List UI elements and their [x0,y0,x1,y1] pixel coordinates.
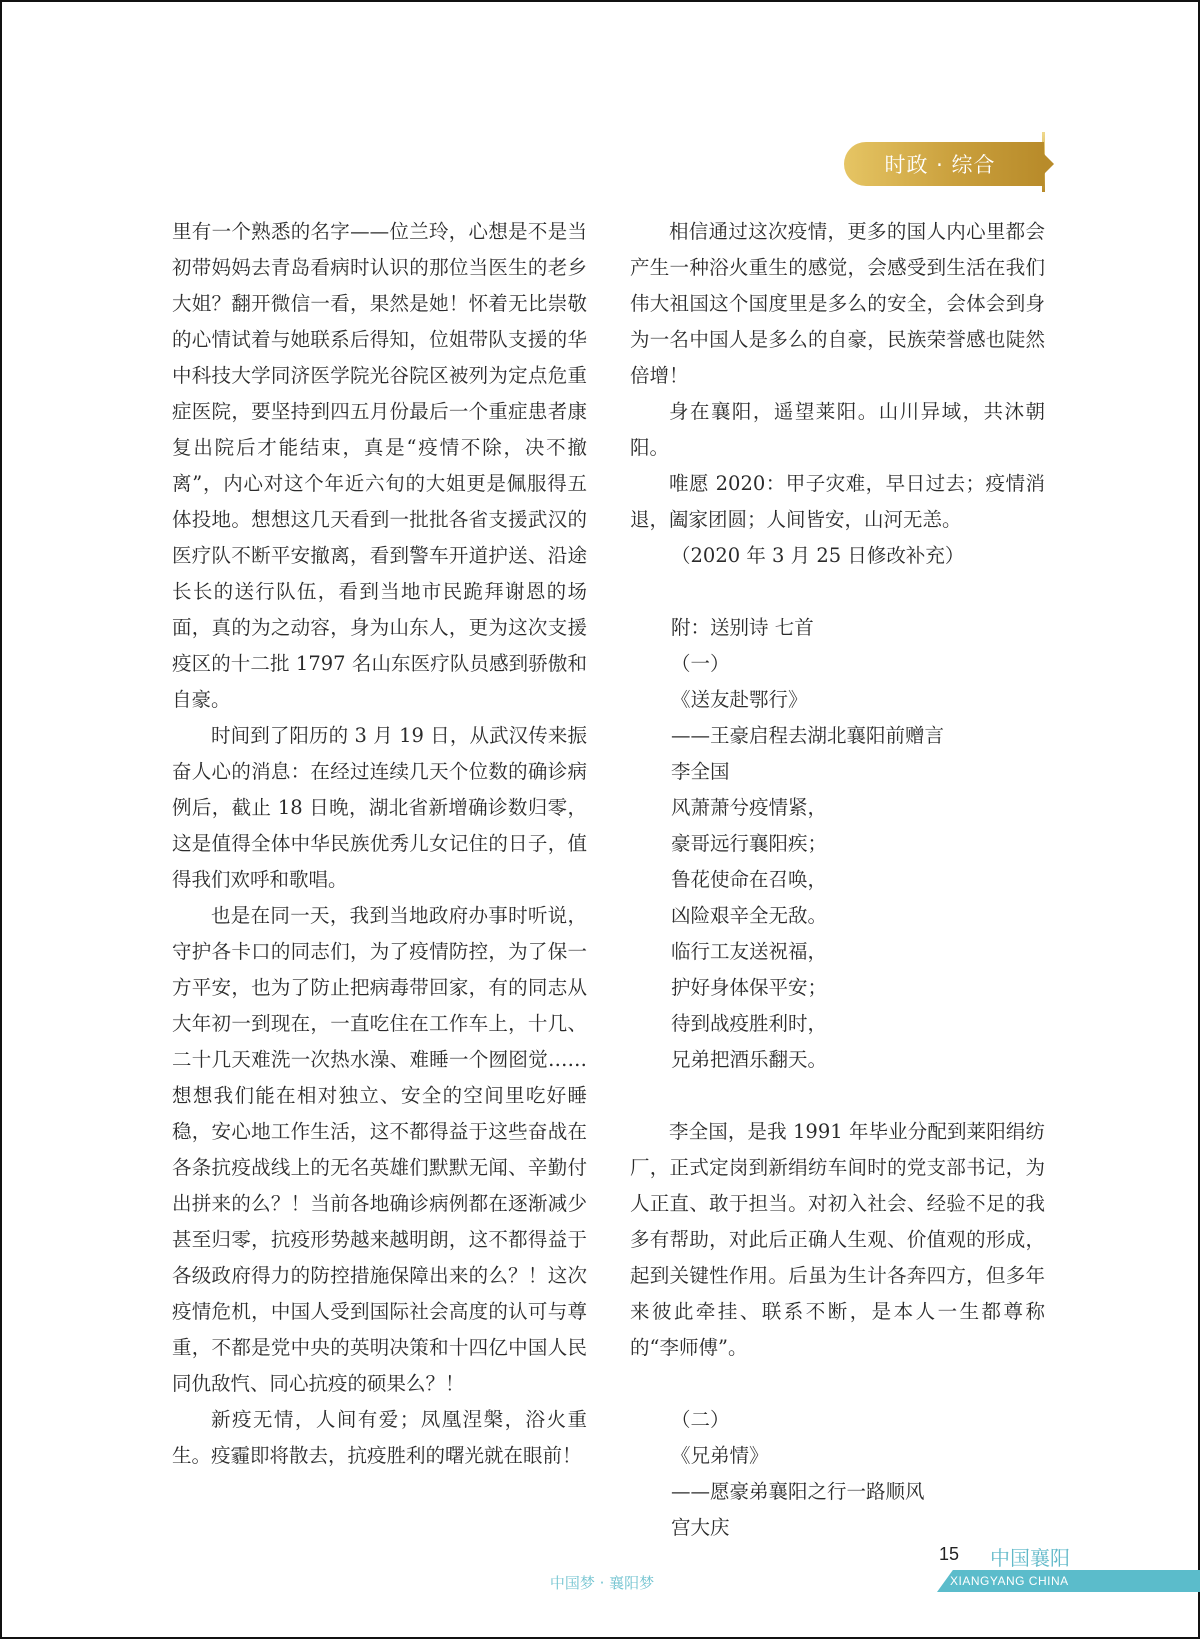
section-tab-label: 时政 · 综合 [844,142,1044,186]
poem-line: 临行工友送祝福， [671,940,828,963]
poem-line: 凶险艰辛全无敌。 [671,904,828,927]
poem-line: 鲁花使命在召唤， [671,868,828,891]
paragraph: 也是在同一天，我到当地政府办事时听说，守护各卡口的同志们，为了疫情防控，为了保一方平安，也为了防止把病毒带回家，有的同志从大年初一到现在，一直吃住在工作车上，十几、二十几天难洗一次热水澡、难睡一个囫囵觉……想想我们能在相对独立、安全的空间里吃好睡稳，安心地工作生活，这不都得益于这些奋战在各条抗疫战线上的无名英雄们默默无闻、辛勤付出拼来的么？！当前各地确诊病例都在逐渐减少甚至归零，抗疫形势越来越明朗，这不都得益于各级政府得力的防控措施保障出来的么？！这次疫情危机，中国人受到国际社会高度的认可与尊重，不都是党中央的英明决策和十四亿中国人民同仇敌忾、同心抗疫的硕果么？！ [172,904,587,1395]
paragraph: 相信通过这次疫情，更多的国人内心里都会产生一种浴火重生的感觉，会感受到生活在我们伟大祖国这个国度里是多么的安全，会体会到身为一名中国人是多么的自豪，民族荣誉感也陡然倍增！ [630,220,1045,387]
poem-line: 待到战疫胜利时， [671,1012,828,1035]
poem-title: 《送友赴鄂行》 [671,688,808,711]
poem-line: 豪哥远行襄阳疾； [671,832,828,855]
section-tab-notch [1044,154,1054,174]
date-note: （2020 年 3 月 25 日修改补充） [671,544,965,567]
poem-author: 李全国 [671,760,730,783]
magazine-name: 中国襄阳 [990,1546,1070,1570]
magazine-name-en: XIANGYANG CHINA [950,1574,1069,1588]
poem-number: （一） [671,652,730,675]
poem-subtitle: ——王豪启程去湖北襄阳前赠言 [671,724,945,747]
paragraph: 里有一个熟悉的名字——位兰玲，心想是不是当初带妈妈去青岛看病时认识的那位当医生的老乡大姐？翻开微信一看，果然是她！怀着无比崇敬的心情试着与她联系后得知，位姐带队支援的华中科技大学同济医学院光谷院区被列为定点危重症医院，要坚持到四五月份最后一个重症患者康复出院后才能结束，真是“疫情不除，决不撤离”，内心对这个年近六旬的大姐更是佩服得五体投地。想想这几天看到一批批各省支援武汉的医疗队不断平安撤离，看到警车开道护送、沿途长长的送行队伍，看到当地市民跪拜谢恩的场面，真的为之动容，身为山东人，更为这次支援疫区的十二批 1797 名山东医疗队员感到骄傲和自豪。 [172,220,587,711]
poem-number: （二） [671,1408,730,1431]
author-note: 李全国，是我 1991 年毕业分配到莱阳绢纺厂，正式定岗到新绢纺车间时的党支部书记，为人正直、敢于担当。对初入社会、经验不足的我多有帮助，对此后正确人生观、价值观的形成，起到关键性作用。后虽为生计各奔四方，但多年来彼此牵挂、联系不断，是本人一生都尊称的“李师傅”。 [630,1120,1045,1359]
right-column [630,214,1045,1546]
page-number: 15 [939,1544,960,1564]
footer-slogan: 中国梦 · 襄阳梦 [549,1574,655,1592]
poem-subtitle: ——愿豪弟襄阳之行一路顺风 [671,1480,925,1503]
paragraph: 身在襄阳，遥望莱阳。山川异域，共沐朝阳。 [630,400,1045,459]
spacer [630,1078,1045,1114]
poem-author: 宫大庆 [671,1516,730,1539]
spacer [630,1366,1045,1402]
poem-line: 兄弟把酒乐翻天。 [671,1048,828,1071]
spacer [630,574,1045,610]
left-column [172,214,587,1474]
poem-lines [630,790,1045,1078]
paragraph: 时间到了阳历的 3 月 19 日，从武汉传来振奋人心的消息：在经过连续几天个位数的确诊病例后，截止 18 日晚，湖北省新增确诊数归零，这是值得全体中华民族优秀儿女记住的日子，值得我们欢呼和歌唱。 [172,724,587,891]
appendix-title: 附：送别诗 七首 [671,616,814,639]
paragraph: 唯愿 2020：甲子灾难，早日过去；疫情消退，阖家团圆；人间皆安，山河无恙。 [630,472,1045,531]
poem-title: 《兄弟情》 [671,1444,769,1467]
poem-line: 护好身体保平安； [671,976,828,999]
poem-line: 风萧萧兮疫情紧， [671,796,828,819]
paragraph: 新疫无情，人间有爱；凤凰涅槃，浴火重生。疫霾即将散去，抗疫胜利的曙光就在眼前！ [172,1408,587,1467]
section-tab [844,142,1050,186]
